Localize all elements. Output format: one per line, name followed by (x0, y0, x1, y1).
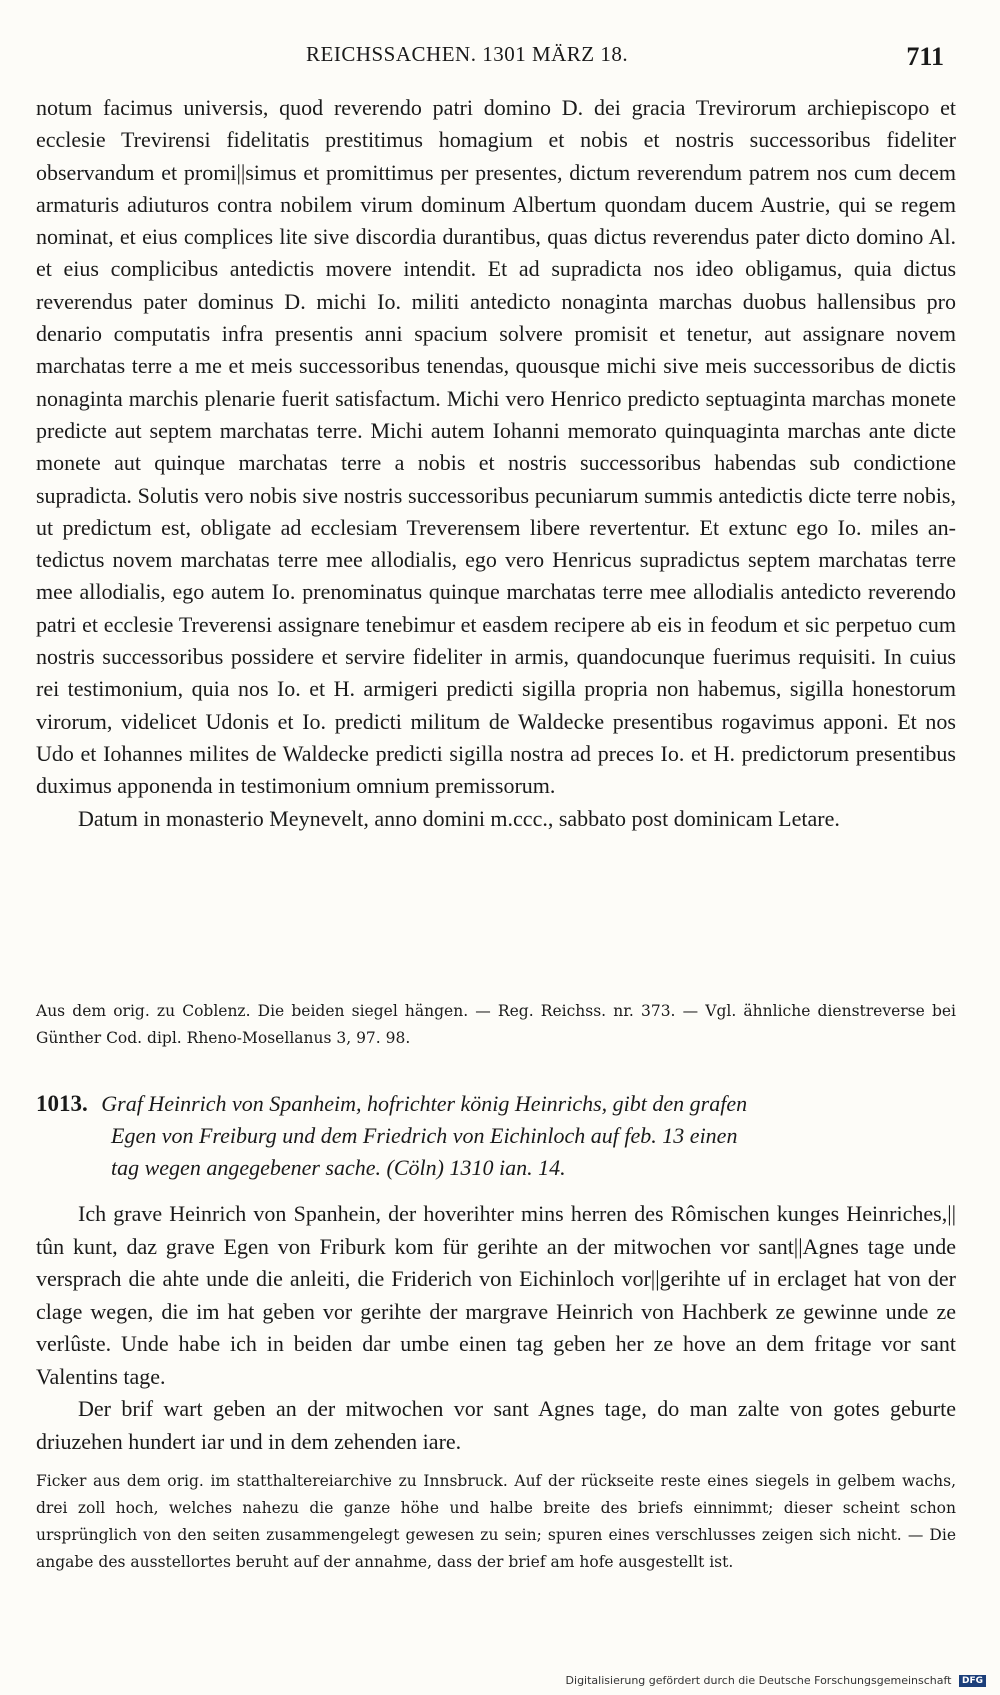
entry-rubric-line-3: tag wegen angegebener sache. (Cöln) 1310 ian. 14. (111, 1155, 566, 1180)
running-title: REICHSSACHEN. 1301 MÄRZ 18. (306, 42, 629, 66)
entry-number: 1013. (36, 1091, 88, 1116)
entry-paragraph-1: Ich grave Heinrich von Spanhein, der hoverihter mins herren des Rômischen kunges Heinriches,|| tûn kunt, daz grave Egen von Friburk kom für gerihte an der mitwochen vor sant||Agnes tage unde versprach die ahte unde die anleiti, die Friderich von Eichinloch vor||gerihte uf in erclaget hat von der clage wegen, die im hat geben vor gerihte der margrave Heinrich von Hachberk ze gewinne unde ze verlûste. Unde habe ich in beiden dar umbe einen tag geben her ze hove an dem fritage vor sant Valentins tage. (36, 1201, 956, 1389)
entry-source-note: Ficker aus dem orig. im statthaltereiarchive zu Innsbruck. Auf der rückseite reste eines siegels in gelbem wachs, drei zoll hoch, welches nahezu die ganze höhe und halbe breite des briefs einnimmt; dieser scheint schon ursprünglich von den seiten zusammengelegt gewesen zu sein; spuren eines verschlusses zeigen sich nicht. — Die angabe des ausstellortes beruht auf der annahme, dass der brief am hofe ausgestellt ist. (36, 1472, 956, 1571)
entry-heading (36, 1088, 956, 1184)
entry-text (36, 1198, 956, 1458)
page-number: 711 (906, 42, 944, 71)
running-head (36, 42, 956, 72)
digitization-credit (566, 1674, 986, 1687)
entry-rubric-line-2: Egen von Freiburg und dem Friedrich von Eichinloch auf feb. 13 einen (111, 1123, 738, 1148)
entry-paragraph-2: Der brif wart geben an der mitwochen vor sant Agnes tage, do man zalte von gotes geburte driuzehen hundert iar und in dem zehenden iare. (36, 1396, 956, 1454)
dfg-logo-icon: DFG (959, 1675, 986, 1687)
entry-rubric-line-1: Graf Heinrich von Spanheim, hofrichter könig Heinrichs, gibt den grafen (101, 1091, 748, 1116)
document-1-text (36, 92, 956, 835)
document-1-source-note: Aus dem orig. zu Coblenz. Die beiden siegel hängen. — Reg. Reichss. nr. 373. — Vgl. ähnliche dienstreverse bei Günther Cod. dipl. Rheno-Mosellanus 3, 97. 98. (36, 1002, 956, 1047)
credit-text: Digitalisierung gefördert durch die Deutsche Forschungsgemeinschaft (565, 1674, 952, 1687)
document-1-dating-clause: Datum in monasterio Meynevelt, anno domini m.ccc., sabbato post dominicam Letare. (78, 805, 840, 831)
document-1-paragraph-1: notum facimus universis, quod reverendo patri domino D. dei gracia Trevirorum archiepiscopo et ecclesie Trevirensi fidelitatis prestitimus homagium et nobis et nostris successoribus fideliter observandum et promi||simus et promittimus per presentes, dictum reverendum patrem nos cum decem armaturis adiuturos contra nobilem virum dominum Albertum quondam ducem Austrie, qui se regem nominat, et eius complices lite sive discordia durantibus, quas dictus reverendus pater dicto domino Al. et eius complicibus antedictis movere intendit. Et ad supradicta nos ideo obligamus, quia dictus reverendus pater dominus D. michi Io. militi antedicto nonaginta marchas duobus hallensibus pro denario computatis infra presentis anni spacium solvere promisit et tenetur, aut assignare novem marchatas terre a me et meis successoribus tenendas, quousque michi sive meis successoribus de dictis nonaginta marchis plenarie fuerit satisfactum. Michi vero Henrico predicto septuaginta marchas monete predicte aut septem marchatas terre. Michi autem Iohanni memorato quinquaginta marchas ante dicte monete aut quinque marchatas terre a nobis et nostris successoribus habendas sub condictione supradicta. Solutis vero nobis sive nostris successoribus pecuniarum summis antedictis dicte terre nobis, ut predictum est, obligate ad ecclesiam Treverensem libere revertentur. Et extunc ego Io. miles antedictus novem marchatas terre mee allodialis, ego vero Henricus supradictus septem marchatas terre mee allodialis, ego autem Io. prenominatus quinque marchatas terre mee allodialis antedicto reverendo patri et ecclesie Treverensi assignare tenebimur et easdem recipere ab eis in feodum et sic perpetuo cum nostris successoribus possidere et servire fideliter in armis, quandocunque fuerimus requisiti. In cuius rei testimonium, quia nos Io. et H. armigeri predicti sigilla propria non habemus, sigilla honestorum virorum, videlicet Udonis et Io. predicti militum de Waldecke presentibus rogavimus apponi. Et nos Udo et Iohannes milites de Waldecke predicti sigilla nostra ad preces Io. et H. predictorum presentibus duximus apponenda in testimonium omnium premissorum. (36, 95, 956, 799)
